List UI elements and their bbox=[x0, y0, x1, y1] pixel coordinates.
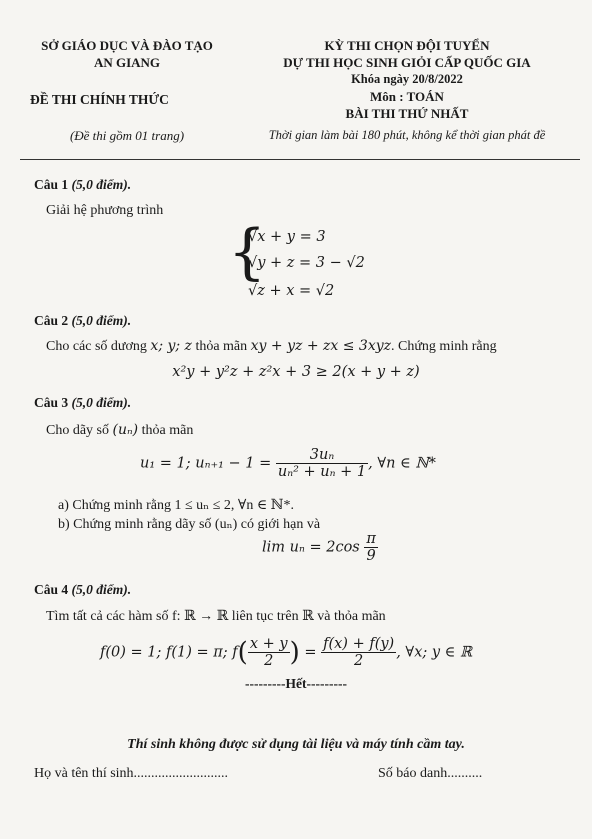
q2-vars: x; y; z bbox=[150, 338, 192, 354]
q3-heading bbox=[34, 395, 131, 411]
q3-part-b: b) Chứng minh rằng dãy số (uₙ) có giới hạn và bbox=[58, 517, 321, 532]
q3-seq: (uₙ) bbox=[112, 422, 139, 438]
page-count: (Đề thi gồm 01 trang) bbox=[69, 128, 185, 143]
q2-inequality: x²y + y²z + z²x + 3 ≥ 2(x + y + z) bbox=[172, 364, 420, 380]
candidate-id-label: Số báo danh.......... bbox=[378, 766, 483, 781]
q4-rhs-fraction: $\frac{f(x) + f(y)}{2}$ bbox=[323, 636, 395, 669]
q3-prompt: Cho dãy số (uₙ) thỏa mãn bbox=[46, 422, 194, 438]
q2-points: (5,0 điểm). bbox=[71, 313, 132, 328]
q2-prompt: Cho các số dương x; y; z thỏa mãn xy + yz + zx ≤ 3xyz. Chứng minh rằng bbox=[46, 338, 497, 354]
q3-recurrence: u₁ = 1; uₙ₊₁ − 1 = $\frac{\text{3uₙ}}{\text{uₙ² + uₙ + 1}}$ , ∀n ∈ ℕ* bbox=[140, 447, 436, 480]
q3-limit-fraction: $\frac{\pi}{9}$ bbox=[366, 531, 376, 564]
q4-heading bbox=[34, 582, 131, 598]
q2-heading bbox=[34, 313, 131, 329]
q4-title: Câu 4 bbox=[34, 582, 69, 597]
exam-time: Thời gian làm bài 180 phút, không kể thời gian phát đề bbox=[268, 128, 546, 142]
exam-date: Khóa ngày 20/8/2022 bbox=[351, 72, 463, 86]
q4-prompt: Tìm tất cả các hàm số f: ℝ → ℝ liên tục trên ℝ và thỏa mãn bbox=[46, 609, 386, 624]
q1-points: (5,0 điểm). bbox=[71, 177, 132, 192]
exam-subject: Môn : TOÁN bbox=[370, 89, 444, 104]
q1-title: Câu 1 bbox=[34, 177, 69, 192]
q1-eq1: √x + y = 3 bbox=[248, 229, 326, 245]
q1-heading bbox=[34, 177, 131, 193]
dept-name: SỞ GIÁO DỤC VÀ ĐÀO TẠO bbox=[41, 38, 213, 53]
candidate-name-label: Họ và tên thí sinh........................... bbox=[34, 766, 229, 781]
q2-condition: xy + yz + zx ≤ 3xyz bbox=[250, 338, 391, 354]
province-name: AN GIANG bbox=[93, 55, 161, 70]
exam-title-1: KỲ THI CHỌN ĐỘI TUYỂN bbox=[324, 38, 490, 53]
exam-paper: BÀI THI THỨ NHẤT bbox=[345, 106, 469, 121]
q1-eq3: √z + x = √2 bbox=[248, 283, 335, 299]
q3-limit: lim uₙ = 2cos $\frac{\pi}{9}$ bbox=[262, 531, 376, 564]
q4-equation: f(0) = 1; f(1) = π; f( $\frac{x + y}{2}$ ) = $\frac{f(x) + f(y)}{2}$ , ∀x; y ∈ ℝ bbox=[100, 636, 473, 669]
official-label: ĐỀ THI CHÍNH THỨC bbox=[30, 92, 169, 107]
q2-title: Câu 2 bbox=[34, 313, 69, 328]
footer-notice: Thí sinh không được sử dụng tài liệu và máy tính cầm tay. bbox=[127, 737, 465, 752]
q4-points: (5,0 điểm). bbox=[71, 582, 132, 597]
q1-eq2: √y + z = 3 − √2 bbox=[248, 255, 365, 271]
q3-fraction: $\frac{\text{3uₙ}}{\text{uₙ² + uₙ + 1}}$ bbox=[277, 447, 367, 480]
q3-title: Câu 3 bbox=[34, 395, 69, 410]
q1-prompt: Giải hệ phương trình bbox=[46, 203, 164, 218]
q3-points: (5,0 điểm). bbox=[71, 395, 132, 410]
q3-part-a: a) Chứng minh rằng 1 ≤ uₙ ≤ 2, ∀n ∈ ℕ*. bbox=[58, 498, 294, 513]
end-mark: ---------Hết--------- bbox=[245, 676, 347, 691]
exam-title-2: DỰ THI HỌC SINH GIỎI CẤP QUỐC GIA bbox=[283, 55, 531, 70]
system-brace: { bbox=[228, 217, 267, 287]
header-divider bbox=[20, 159, 580, 160]
q4-arg-fraction: $\frac{x + y}{2}$ bbox=[249, 636, 288, 669]
